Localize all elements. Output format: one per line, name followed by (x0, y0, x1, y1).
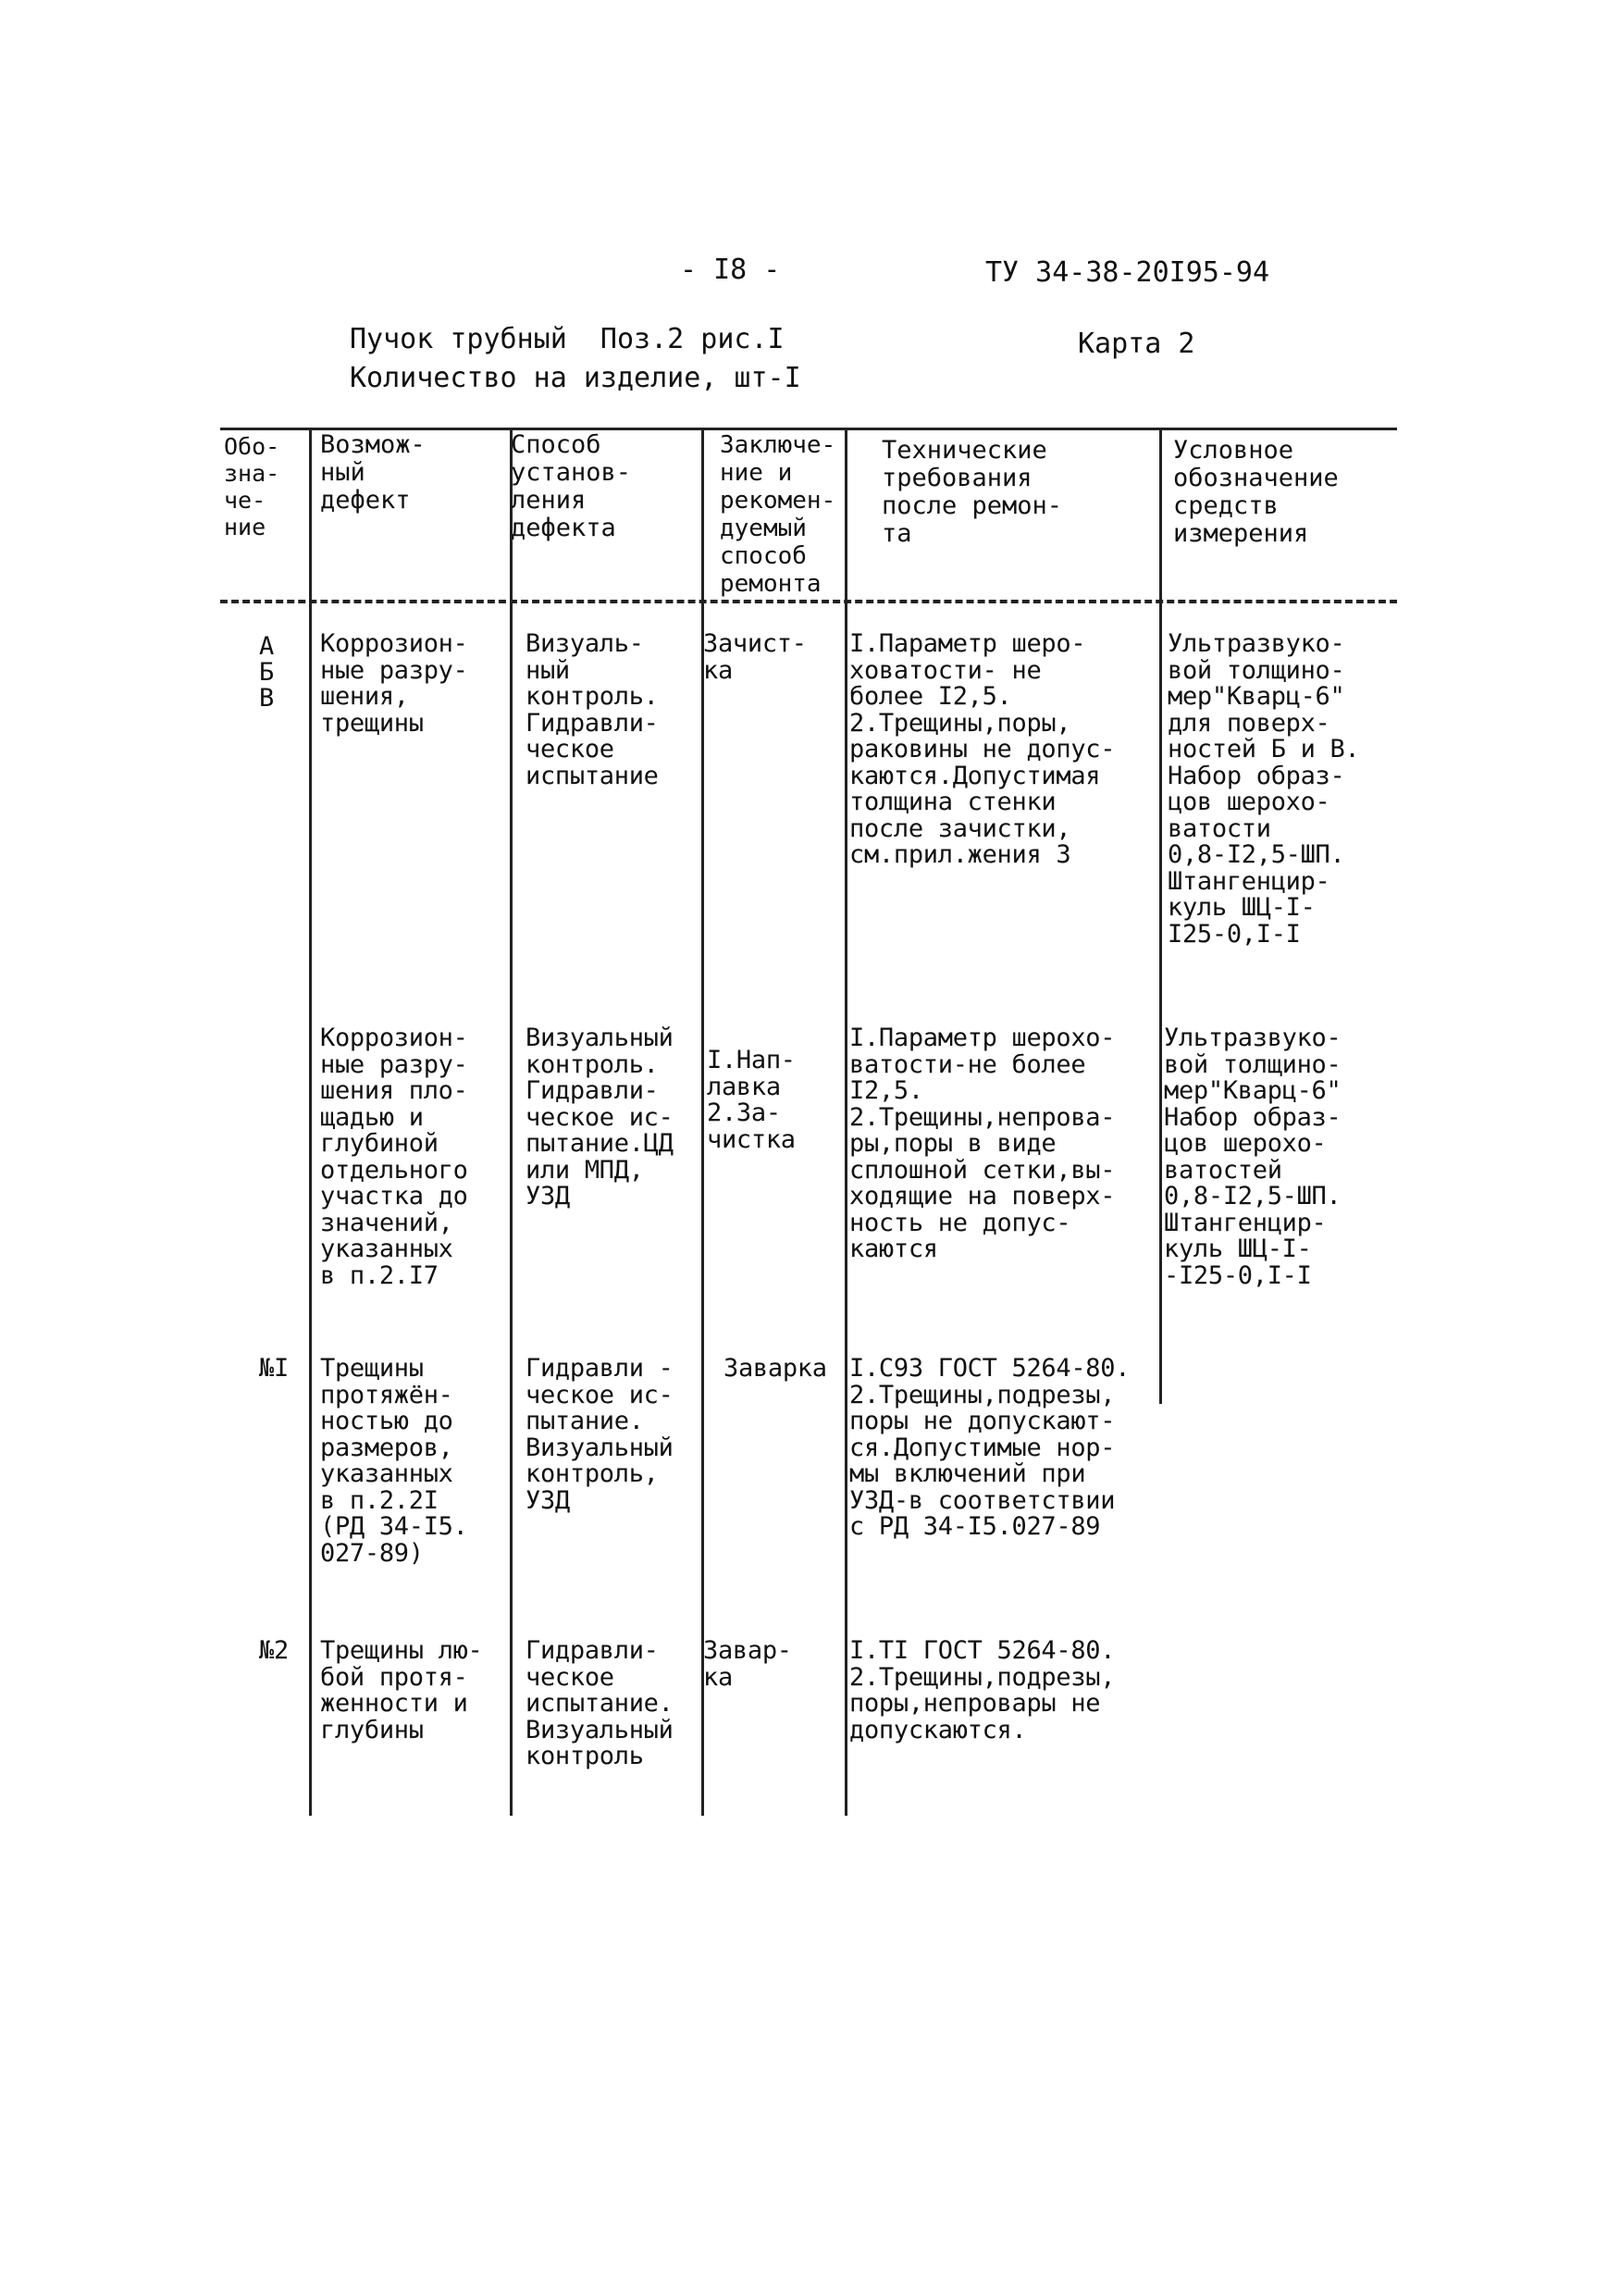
column-divider-5 (1159, 428, 1162, 1404)
cell-requirements: I.TI ГОСТ 5264-80. 2.Трещины,подрезы, поры,непровары не допускаются. (849, 1636, 1116, 1744)
cell-requirements: I.Параметр шеро- ховатости- не более I2,5. 2.Трещины,поры, раковины не допус- каются.Допустимая толщина стенки после зачистки, см.прил.жения 3 (849, 629, 1116, 869)
cell-method: Визуальный контроль. Гидравли- ческое ис- пытание.ЦД или МПД, УЗД (526, 1024, 674, 1210)
cell-designation: А Б В (259, 632, 274, 713)
cell-instruments: Ультразвуко- вой толщино- мер"Кварц-6" Набор образ- цов шерохо- ватостей 0,8-I2,5-ШП. Штангенцир- куль ШЦ-I- -I25-0,I-I (1164, 1024, 1342, 1290)
column-divider-4 (845, 428, 847, 1816)
cell-repair: Завар- ка (703, 1636, 792, 1692)
cell-designation: №I (259, 1354, 289, 1383)
cell-method: Гидравли- ческое испытание. Визуальный контроль (526, 1636, 674, 1770)
header-detection-method: Способ установ- ления дефекта (511, 430, 632, 542)
cell-defect: Коррозион- ные разру- шения пло- щадью и глубиной отдельного участка до значений, указанных в п.2.I7 (320, 1024, 468, 1290)
cell-defect: Трещины протяжён- ностью до размеров, указанных в п.2.2I (РД 34-I5. 027-89) (320, 1354, 468, 1568)
column-divider-2 (510, 428, 513, 1816)
header-tech-requirements: Технические требования после ремон- та (882, 436, 1063, 548)
header-instrument-symbols: Условное обозначение средств измерения (1173, 436, 1339, 548)
quantity-line: Количество на изделие, шт-I (350, 362, 801, 394)
cell-defect: Трещины лю- бой протя- женности и глубины (320, 1636, 483, 1744)
cell-instruments: Ультразвуко- вой толщино- мер"Кварц-6" для поверх- ностей Б и В. Набор образ- цов шерохо- ватости 0,8-I2,5-ШП. Штангенцир- куль ШЦ-I- I25-0,I-I (1168, 629, 1360, 949)
cell-repair: Заварка (723, 1354, 827, 1383)
cell-repair: I.Нап- лавка 2.За- чистка (707, 1046, 796, 1154)
page-number: - I8 - (680, 254, 781, 286)
cell-method: Визуаль- ный контроль. Гидравли- ческое испытание (526, 629, 659, 790)
cell-designation: №2 (259, 1636, 289, 1665)
header-designation: Обо- зна- че- ние (224, 433, 280, 540)
column-divider-1 (309, 428, 312, 1816)
document-code: ТУ 34-38-20I95-94 (985, 256, 1270, 289)
cell-requirements: I.Параметр шерохо- ватости-не более I2,5. 2.Трещины,непрова- ры,поры в виде сплошной сетки,вы- ходящие на поверх- ность не допус- каются (849, 1024, 1116, 1263)
cell-repair: Зачист- ка (703, 629, 807, 685)
cell-requirements: I.С93 ГОСТ 5264-80. 2.Трещины,подрезы, поры не допускают- ся.Допустимые нор- мы включений при УЗД-в соответствии с РД 34-I5.027-89 (849, 1354, 1131, 1541)
header-possible-defect: Возмож- ный дефект (320, 430, 426, 515)
cell-defect: Коррозион- ные разру- шения, трещины (320, 629, 468, 738)
cell-method: Гидравли - ческое ис- пытание. Визуальный контроль, УЗД (526, 1354, 674, 1515)
card-number: Карта 2 (1078, 328, 1195, 360)
header-conclusion-repair: Заключе- ние и рекомен- дуемый способ ремонта (720, 431, 836, 598)
table-header-divider (220, 600, 1397, 603)
part-title: Пучок трубный Поз.2 рис.I (350, 323, 785, 355)
